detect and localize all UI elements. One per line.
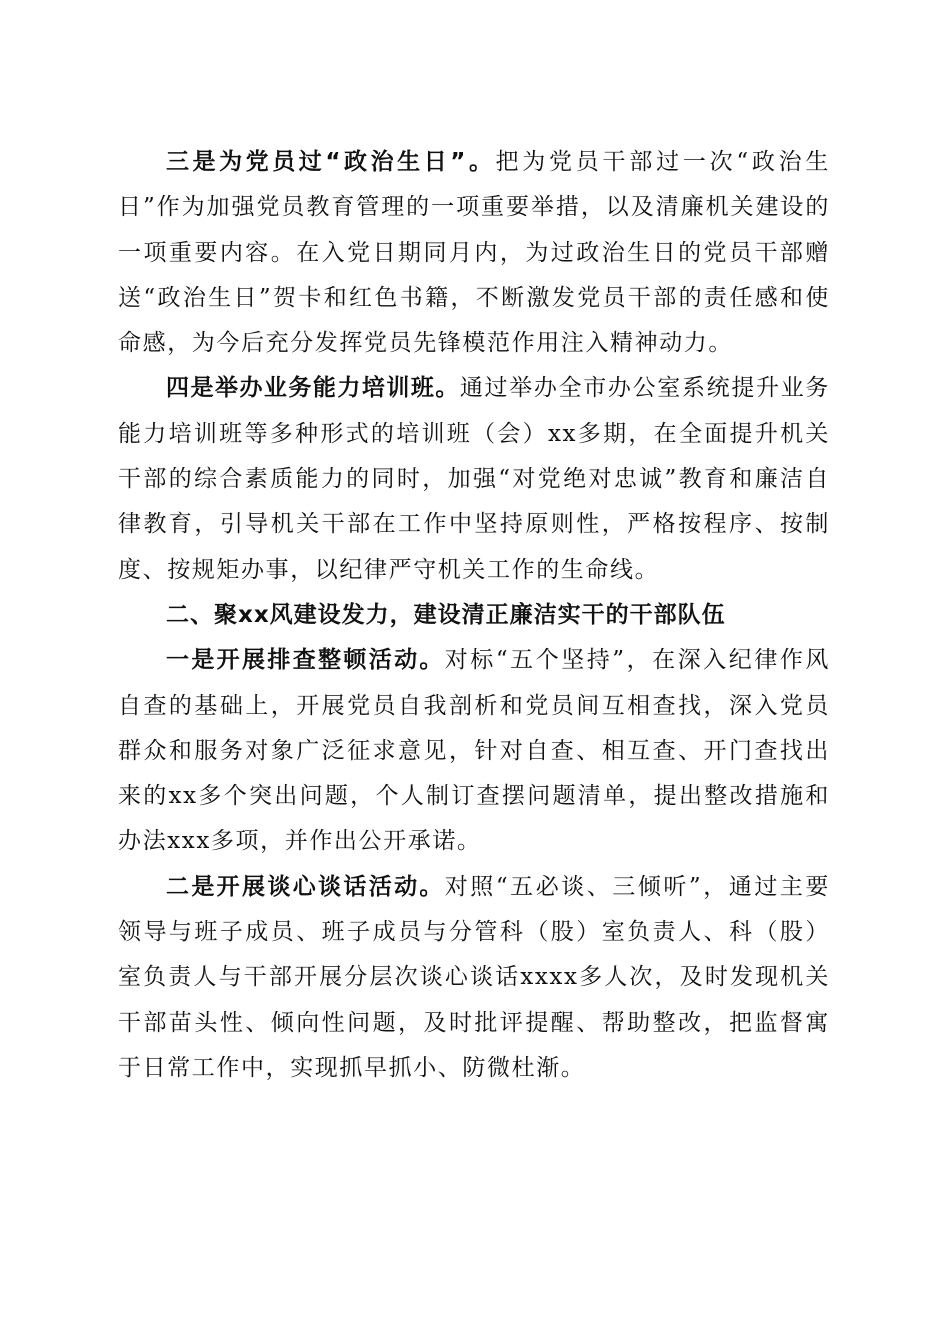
paragraph-lead: 三是为党员过“政治生日”。 bbox=[166, 149, 496, 175]
paragraph-body: 通过举办全市办公室系统提升业务能力培训班等多种形式的培训班（会）xx多期，在全面提升机关干部的综合素质能力的同时，加强“对党绝对忠诚”教育和廉洁自律教育，引导机关干部在工作中坚持原则性，严格按程序、按制度、按规矩办事，以纪律严守机关工作的生命线。 bbox=[118, 375, 830, 583]
paragraph-body: 对标“五个坚持”，在深入纪律作风自查的基础上，开展党员自我剖析和党员间互相查找，深入党员群众和服务对象广泛征求意见，针对自查、相互查、开门查找出来的xx多个突出问题，个人制订查摆问题清单，提出整改措施和办法xxx多项，并作出公开承诺。 bbox=[118, 647, 830, 855]
paragraph-rectification bbox=[118, 638, 830, 864]
paragraph-body: 对照“五必谈、三倾听”，通过主要领导与班子成员、班子成员与分管科（股）室负责人、科（股）室负责人与干部开展分层次谈心谈话xxxx多人次，及时发现机关干部苗头性、倾向性问题，及时批评提醒、帮助整改，把监督寓于日常工作中，实现抓早抓小、防微杜渐。 bbox=[118, 873, 830, 1081]
paragraph-lead: 一是开展排查整顿活动。 bbox=[166, 647, 445, 674]
paragraph-political-birthday bbox=[118, 140, 830, 366]
paragraph-lead: 四是举办业务能力培训班。 bbox=[166, 375, 460, 402]
paragraph-lead: 二是开展谈心谈话活动。 bbox=[166, 873, 445, 900]
paragraph-body: 把为党员干部过一次“政治生日”作为加强党员教育管理的一项重要举措，以及清廉机关建设的一项重要内容。在入党日期同月内，为过政治生日的党员干部赠送“政治生日”贺卡和红色书籍，不断激发党员干部的责任感和使命感，为今后充分发挥党员先锋模范作用注入精神动力。 bbox=[118, 149, 830, 357]
section-heading: 二、聚xx风建设发力，建设清正廉洁实干的干部队伍 bbox=[166, 601, 726, 628]
paragraph-heart-talks bbox=[118, 865, 830, 1091]
paragraph-training-class bbox=[118, 366, 830, 592]
document-body bbox=[118, 140, 830, 1091]
